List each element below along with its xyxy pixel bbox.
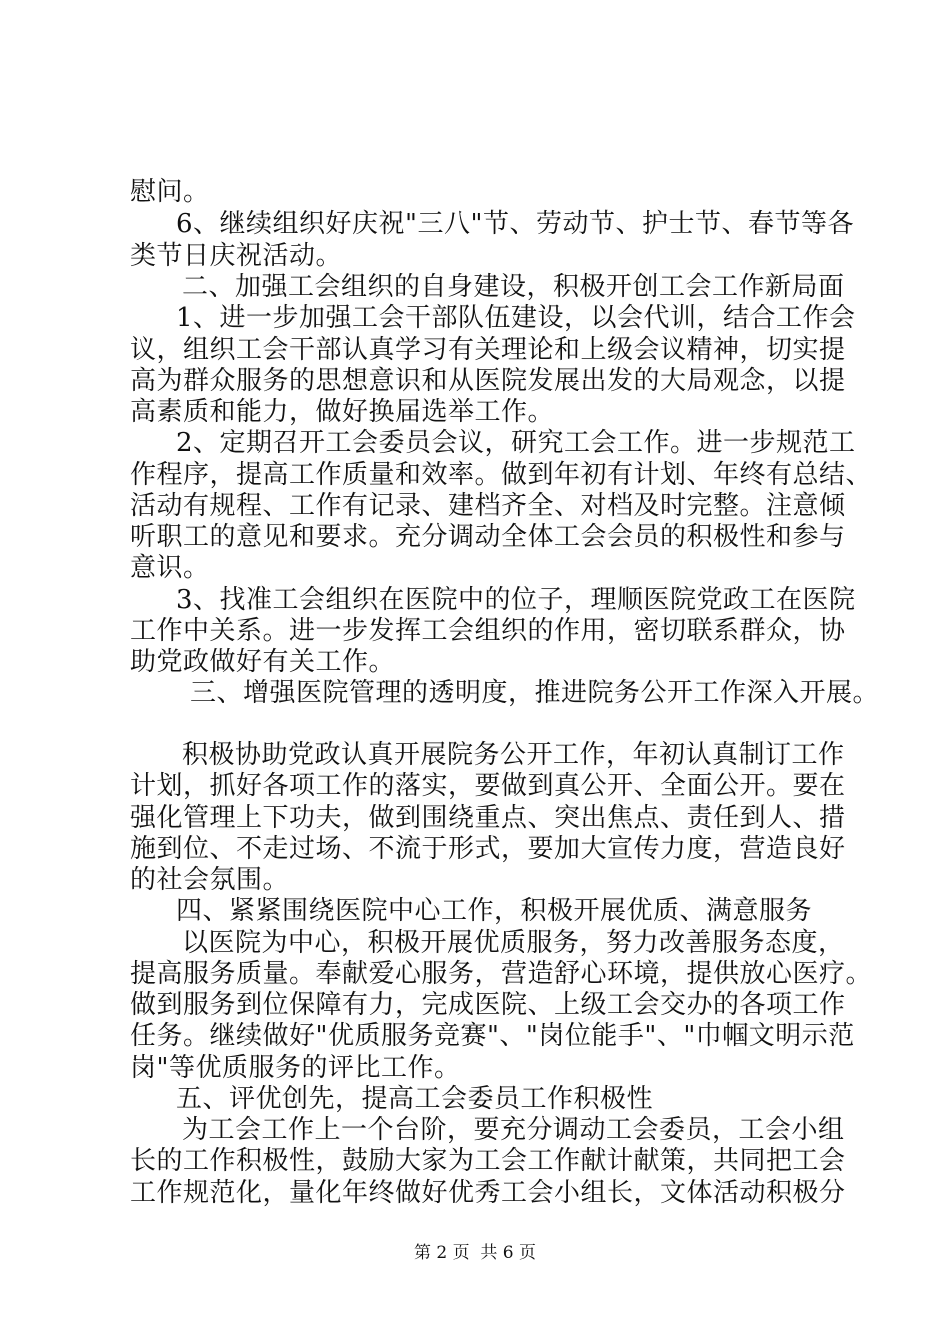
text-line: 计划，抓好各项工作的落实，要做到真公开、全面公开。要在 — [130, 771, 846, 801]
text-line: 2、定期召开工会委员会议，研究工会工作。进一步规范工 — [176, 428, 856, 458]
text-line: 类节日庆祝活动。 — [130, 241, 343, 271]
text-line: 助党政做好有关工作。 — [130, 647, 396, 677]
text-line: 作程序，提高工作质量和效率。做到年初有计划、年终有总结、 — [130, 460, 873, 490]
text-line: 议，组织工会干部认真学习有关理论和上级会议精神，切实提 — [130, 335, 846, 365]
text-line: 听职工的意见和要求。充分调动全体工会会员的积极性和参与 — [130, 522, 846, 552]
text-line: 慰问。 — [130, 177, 210, 207]
text-line: 工作规范化，量化年终做好优秀工会小组长，文体活动积极分 — [130, 1178, 846, 1208]
text-line: 提高服务质量。奉献爱心服务，营造舒心环境，提供放心医疗。 — [130, 959, 873, 989]
text-line: 3、找准工会组织在医院中的位子，理顺医院党政工在医院 — [176, 585, 856, 615]
text-line: 任务。继续做好"优质服务竞赛"、"岗位能手"、"巾帼文明示范 — [130, 1021, 855, 1051]
text-line: 以医院为中心，积极开展优质服务，努力改善服务态度， — [182, 928, 845, 958]
text-line: 活动有规程、工作有记录、建档齐全、对档及时完整。注意倾 — [130, 491, 846, 521]
text-line: 岗"等优质服务的评比工作。 — [130, 1053, 461, 1083]
text-line: 意识。 — [130, 553, 210, 583]
text-line: 施到位、不走过场、不流于形式，要加大宣传力度，营造良好 — [130, 834, 846, 864]
text-line: 6、继续组织好庆祝"三八"节、劳动节、护士节、春节等各 — [176, 209, 854, 239]
text-line: 积极协助党政认真开展院务公开工作，年初认真制订工作 — [182, 740, 845, 770]
section-heading: 四、紧紧围绕医院中心工作，积极开展优质、满意服务 — [176, 896, 813, 926]
text-line: 为工会工作上一个台阶，要充分调动工会委员，工会小组 — [182, 1115, 845, 1145]
text-line: 的社会氛围。 — [130, 865, 290, 895]
text-line: 强化管理上下功夫，做到围绕重点、突出焦点、责任到人、措 — [130, 803, 846, 833]
text-line: 工作中关系。进一步发挥工会组织的作用，密切联系群众，协 — [130, 616, 846, 646]
section-heading: 五、评优创先，提高工会委员工作积极性 — [176, 1084, 654, 1114]
text-line: 长的工作积极性，鼓励大家为工会工作献计献策，共同把工会 — [130, 1146, 846, 1176]
section-heading: 三、增强医院管理的透明度，推进院务公开工作深入开展。 — [190, 678, 880, 708]
text-line: 高素质和能力，做好换届选举工作。 — [130, 397, 555, 427]
text-line: 1、进一步加强工会干部队伍建设，以会代训，结合工作会 — [176, 303, 856, 333]
section-heading: 二、加强工会组织的自身建设，积极开创工会工作新局面 — [182, 272, 845, 302]
page-number-footer: 第 2 页 共 6 页 — [413, 1243, 537, 1263]
text-line: 高为群众服务的思想意识和从医院发展出发的大局观念，以提 — [130, 366, 846, 396]
text-line: 做到服务到位保障有力，完成医院、上级工会交办的各项工作 — [130, 990, 846, 1020]
